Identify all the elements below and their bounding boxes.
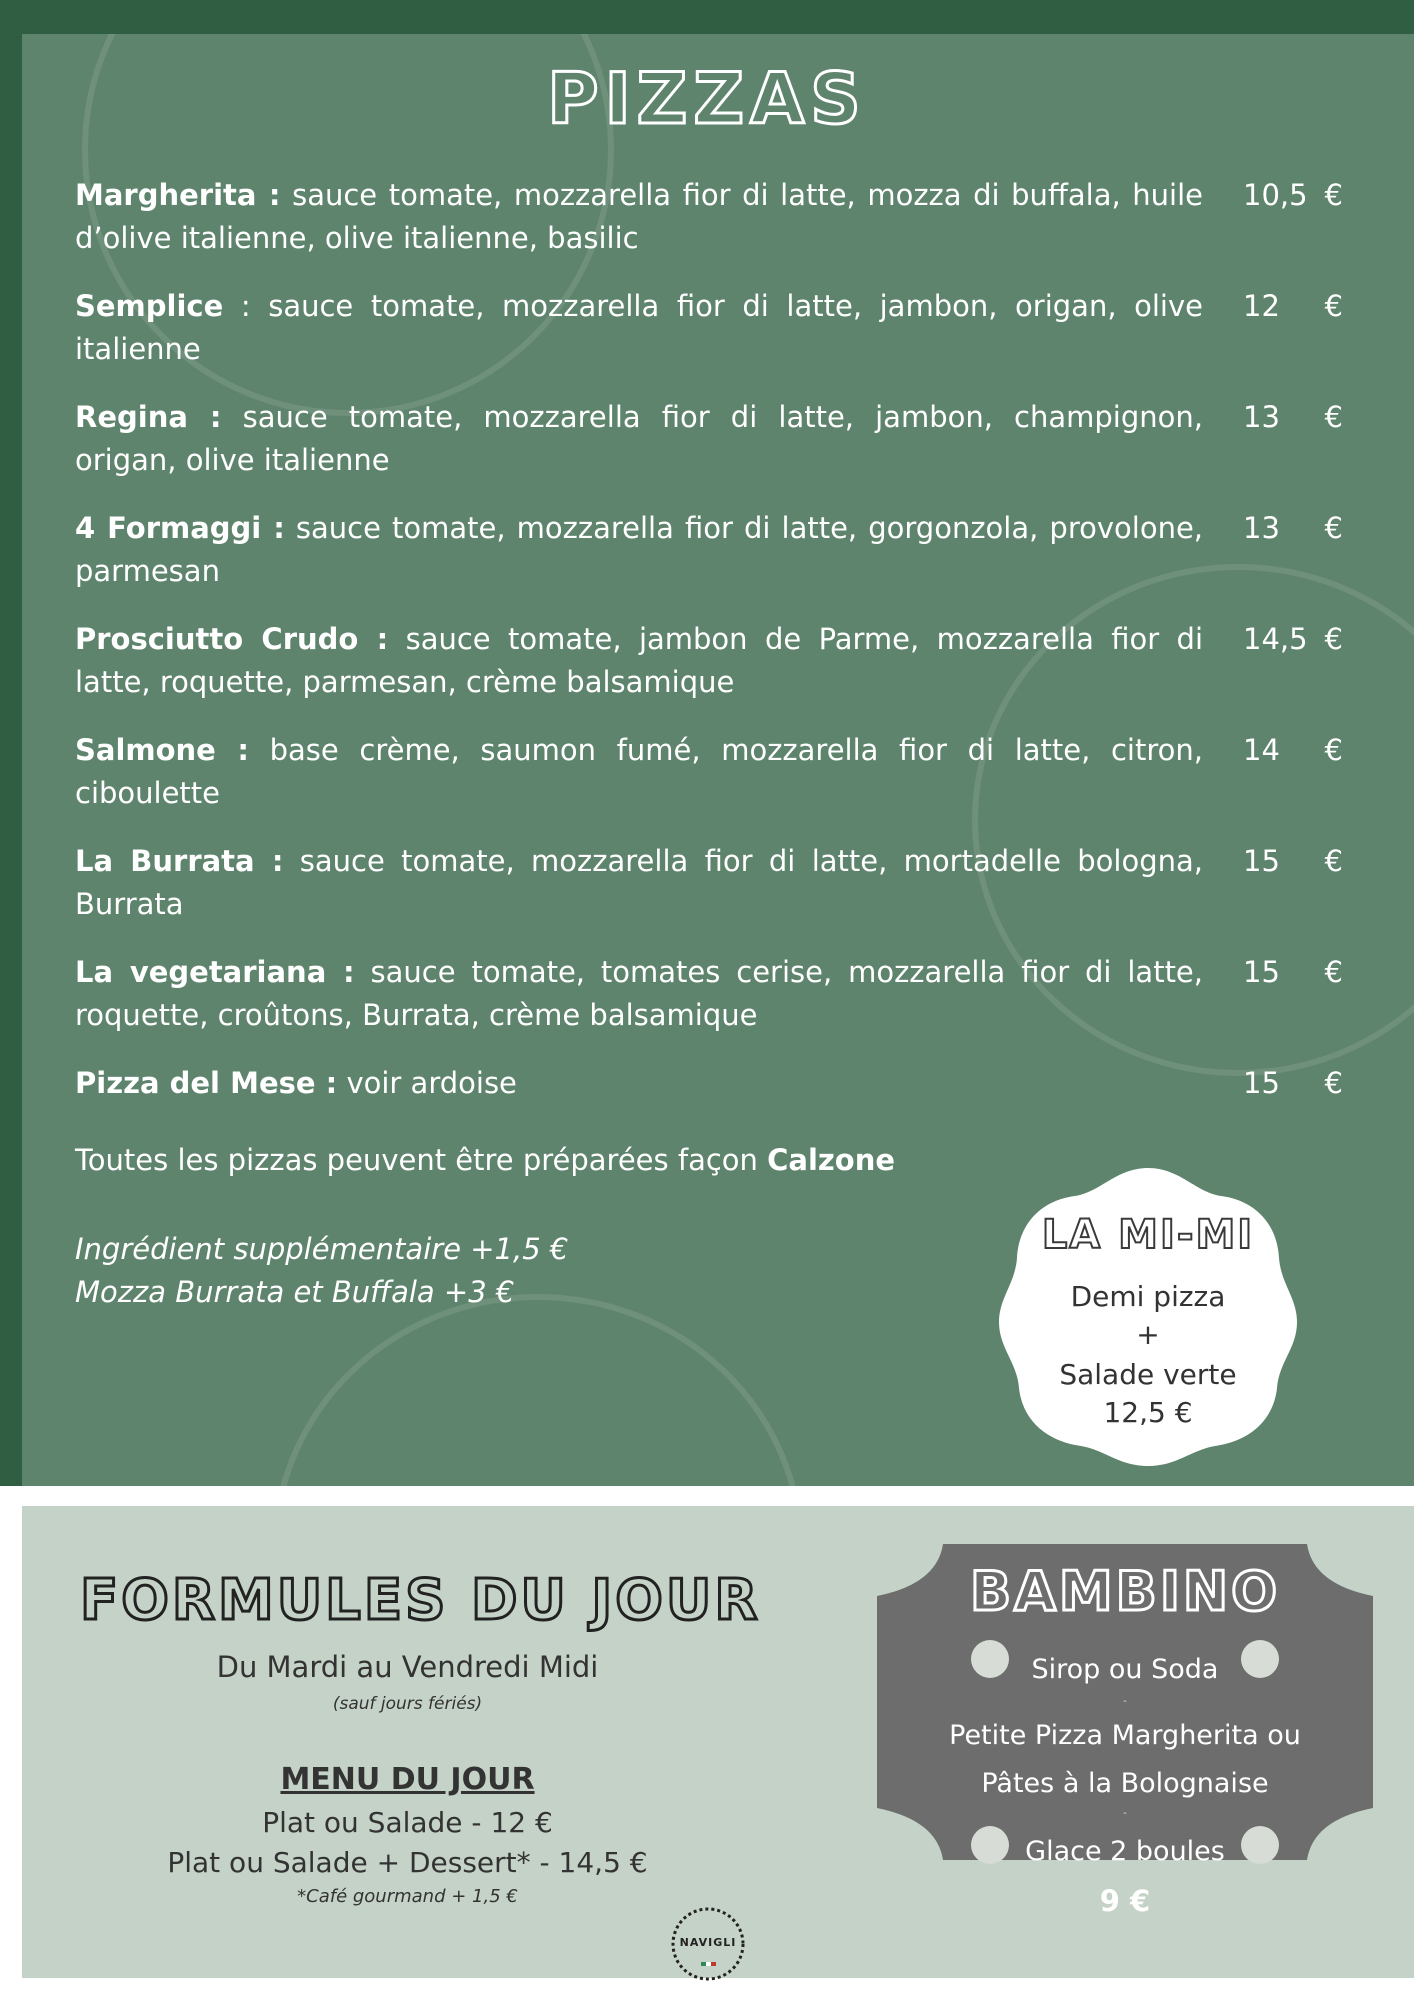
price-currency: € xyxy=(1324,844,1343,878)
price-value: 15 xyxy=(1243,955,1280,989)
pizza-item-la-burrata xyxy=(75,840,1345,951)
pizza-ingredients: sauce tomate, mozzarella fior di latte, mozza di buffala, huile d’olive italienne, olive italienne, basilic xyxy=(75,178,1204,255)
pizza-name: 4 Formaggi : xyxy=(75,511,285,545)
section-divider xyxy=(0,1486,1414,1506)
pizza-description xyxy=(75,507,1203,593)
mimi-line-1: Demi pizza xyxy=(1070,1280,1226,1313)
price-value: 15 xyxy=(1243,1066,1280,1100)
logo-text: NAVIGLI xyxy=(679,1936,737,1949)
extra-mozza: Mozza Burrata et Buffala +3 € xyxy=(75,1275,515,1309)
price-currency: € xyxy=(1324,511,1343,545)
leaf-wreath-decoration xyxy=(272,1294,804,1486)
pizza-description xyxy=(75,840,1203,926)
price-currency: € xyxy=(1324,622,1343,656)
extras-block xyxy=(75,1228,568,1314)
mimi-price: 12,5 € xyxy=(1103,1396,1193,1429)
menu-option-1: Plat ou Salade - 12 € xyxy=(262,1806,553,1839)
price-currency: € xyxy=(1324,955,1343,989)
pizza-item-4-formaggi xyxy=(75,507,1345,618)
bambino-drink: Sirop ou Soda xyxy=(1031,1654,1219,1685)
formules-note: (sauf jours fériés) xyxy=(332,1694,483,1714)
pizza-description xyxy=(75,285,1203,371)
pizza-name: Semplice xyxy=(75,289,224,323)
calzone-bold: Calzone xyxy=(767,1143,896,1177)
calzone-note xyxy=(75,1143,895,1177)
pizza-item-regina xyxy=(75,396,1345,507)
pizza-ingredients: sauce tomate, mozzarella fior di latte, mortadelle bologna, Burrata xyxy=(75,844,1203,921)
pizza-ingredients: voir ardoise xyxy=(337,1066,517,1100)
pizza-description xyxy=(75,618,1203,704)
pizza-item-margherita xyxy=(75,174,1345,285)
pizzas-title: PIZZAS xyxy=(547,58,867,140)
extra-ingredient: Ingrédient supplémentaire +1,5 € xyxy=(75,1232,569,1266)
bambino-dish-1: Petite Pizza Margherita ou xyxy=(949,1720,1301,1751)
pizza-ingredients: base crème, saumon fumé, mozzarella fior di latte, citron, ciboulette xyxy=(75,733,1203,810)
pizza-description xyxy=(75,951,1203,1037)
price-value: 14 xyxy=(1243,733,1280,767)
price-currency: € xyxy=(1324,400,1343,434)
formules-subtitle: Du Mardi au Vendredi Midi xyxy=(216,1650,599,1684)
pizza-description xyxy=(75,1062,1203,1105)
price-value: 15 xyxy=(1243,844,1280,878)
pizza-name: La Burrata : xyxy=(75,844,284,878)
bottom-left-strip xyxy=(0,1506,22,1978)
pizza-ingredients: sauce tomate, jambon de Parme, mozzarella fior di latte, roquette, parmesan, crème balsamique xyxy=(75,622,1204,699)
bambino-price: 9 € xyxy=(1099,1884,1151,1918)
pizza-item-prosciutto-crudo xyxy=(75,618,1345,729)
price-value: 12 xyxy=(1243,289,1280,323)
pizza-name: Pizza del Mese : xyxy=(75,1066,338,1100)
pizza-ingredients: : sauce tomate, mozzarella fior di latte, jambon, origan, olive italienne xyxy=(75,289,1203,366)
navigli-logo xyxy=(668,1904,748,1984)
price-currency: € xyxy=(1324,733,1343,767)
price-value: 13 xyxy=(1243,511,1280,545)
pizza-name: Regina : xyxy=(75,400,222,434)
pizza-name: Salmone : xyxy=(75,733,249,767)
price-value: 13 xyxy=(1243,400,1280,434)
price-currency: € xyxy=(1324,1066,1343,1100)
pizza-name: Prosciutto Crudo : xyxy=(75,622,389,656)
pizza-description xyxy=(75,396,1203,482)
pizza-ingredients: sauce tomate, tomates cerise, mozzarella fior di latte, roquette, croûtons, Burrata, crème balsamique xyxy=(75,955,1203,1032)
top-strip xyxy=(0,0,1414,34)
bambino-dessert: Glace 2 boules xyxy=(1025,1836,1225,1867)
bambino-dish-2: Pâtes à la Bolognaise xyxy=(981,1768,1269,1799)
calzone-text: Toutes les pizzas peuvent être préparées façon xyxy=(75,1143,768,1177)
mimi-badge xyxy=(995,1162,1301,1470)
left-strip xyxy=(0,0,22,1492)
price-currency: € xyxy=(1324,178,1343,212)
pizza-item-la-vegetariana xyxy=(75,951,1345,1062)
bambino-card xyxy=(877,1544,1373,1860)
pizza-list xyxy=(75,174,1345,1173)
pizza-item-salmone xyxy=(75,729,1345,840)
mimi-title: LA MI-MI xyxy=(1041,1212,1255,1258)
bambino-separator: - xyxy=(1123,1696,1127,1707)
menu-du-jour-title: MENU DU JOUR xyxy=(280,1762,535,1797)
price-value: 14,5 xyxy=(1243,622,1308,656)
pizza-name: Margherita : xyxy=(75,178,281,212)
pizza-ingredients: sauce tomate, mozzarella fior di latte, jambon, champignon, origan, olive italienne xyxy=(75,400,1203,477)
pizza-description xyxy=(75,729,1203,815)
mimi-line-3: Salade verte xyxy=(1059,1358,1237,1391)
mimi-line-2: + xyxy=(1136,1318,1160,1351)
pizza-description xyxy=(75,174,1203,260)
price-currency: € xyxy=(1324,289,1343,323)
pizza-ingredients: sauce tomate, mozzarella fior di latte, gorgonzola, provolone, parmesan xyxy=(75,511,1204,588)
formules-title: FORMULES DU JOUR xyxy=(80,1568,761,1633)
pizza-item-semplice xyxy=(75,285,1345,396)
bambino-separator: - xyxy=(1123,1808,1127,1819)
menu-footnote: *Café gourmand + 1,5 € xyxy=(297,1886,518,1907)
price-value: 10,5 xyxy=(1243,178,1308,212)
pizza-name: La vegetariana : xyxy=(75,955,355,989)
bambino-title: BAMBINO xyxy=(969,1560,1281,1623)
menu-option-2: Plat ou Salade + Dessert* - 14,5 € xyxy=(167,1846,648,1879)
